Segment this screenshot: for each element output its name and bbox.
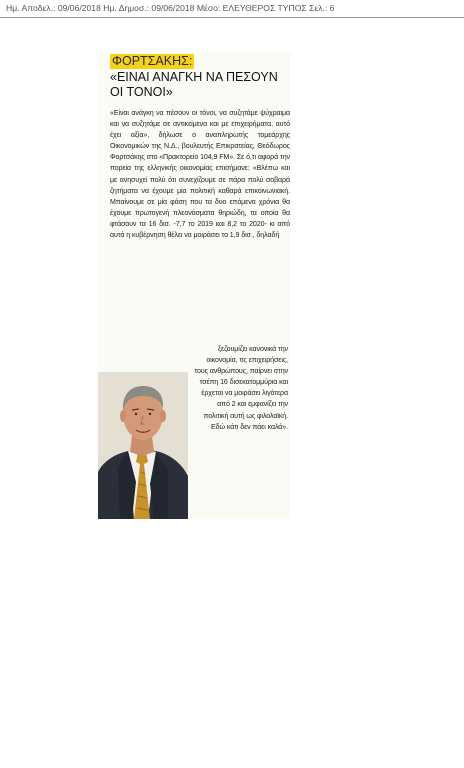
clipping-meta-bar — [0, 0, 464, 18]
article-kicker: ΦΟΡΤΣΑΚΗΣ: — [112, 54, 193, 68]
article-body — [110, 108, 290, 241]
article-headline: «ΕΙΝΑΙ ΑΝΑΓΚΗ ΝΑ ΠΕΣΟΥΝ ΟΙ ΤΟΝΟΙ» — [110, 70, 278, 99]
article-clipping — [98, 52, 291, 519]
article-body-tail: ξεζουμίζει κανονικά την οικονομία, τις επιχειρήσεις, τους ανθρώπους, παίρνει στην τσέπη 16 δισεκατομμύρια και έρχεται να μοιράσει λιγότερα από 2 και εμφανίζει την πολιτική αυτή ως φιλολαϊκή. Εδώ κάτι δεν πάει καλά». — [194, 345, 288, 431]
article-body-paragraph: «Είναι ανάγκη να πέσουν οι τόνοι, να συζητάμε ψύχραιμα και να συζητάμε σε αντικείμενα και με επιχειρήματα, αυτό έχει αξία», δήλωσε ο αναπληρωτής τομεάρχης Οικονομικών της Ν.Δ., βουλευτής Επικρατείας, Θεόδωρος Φορτσάκης στο «Πρακτορείο 104,9 FM». Σε ό,τι αφορά την πορεία της ελληνικής οικονομίας επισήμανε: «Βλέπω και με ανησυχεί πολύ ότι συνεχίζουμε σε πάρα πολύ σοβαρά ζητήματα να έχουμε μία πολιτική καθαρά επικοινωνιακή. Μπαίνουμε σε μία φάση που τα δυο επόμενα χρόνια θα έχουμε πρωτογενή πλεονάσματα θηριώδη, τα οποία θα φτάσουν τα 16 δισ. -7,7 το 2019 και 8,2 το 2020- κι από αυτά η κυβέρνηση θέλει να μοιράσει το 1,9 δισ., δηλαδή — [110, 109, 290, 240]
clipping-meta-text: Ημ. Αποδελ.: 09/06/2018 Ημ. Δημοσ.: 09/06/2018 Μέσο: ΕΛΕΥΘΕΡΟΣ ΤΥΠΟΣ Σελ.: 6 — [6, 3, 335, 13]
portrait-illustration — [98, 372, 188, 519]
article-body-continuation — [192, 344, 288, 433]
politician-photo — [98, 372, 188, 519]
